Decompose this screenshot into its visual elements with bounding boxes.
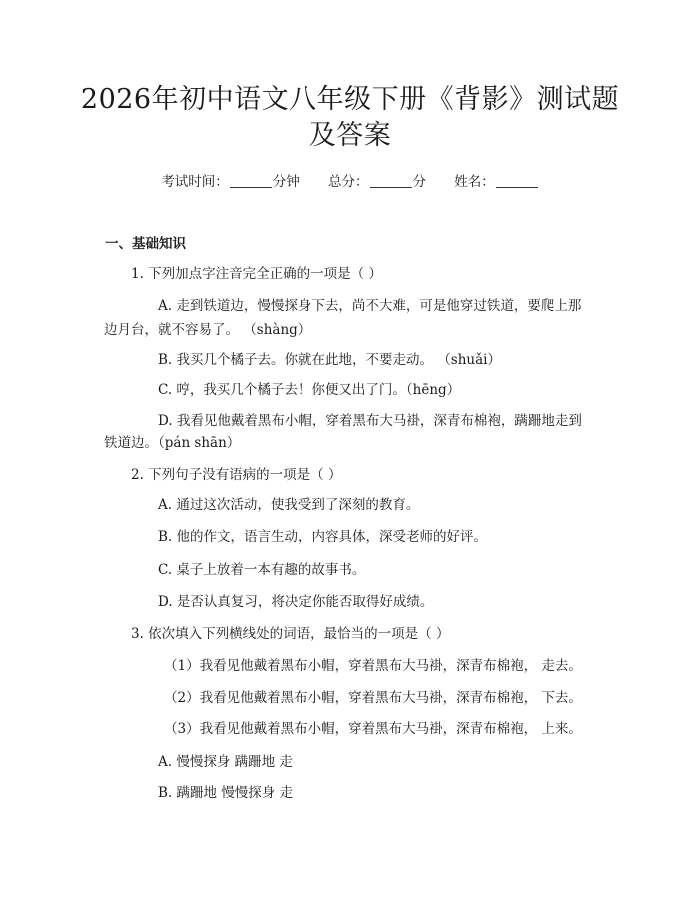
exam-time-unit: 分钟 xyxy=(272,174,300,190)
total-score-unit: 分 xyxy=(412,174,426,190)
exam-meta xyxy=(0,170,700,190)
question-3-option-a: A. 慢慢探身 蹒跚地 走 xyxy=(158,754,293,770)
question-1-option-c: C. 哼，我买几个橘子去！你便又出了门。（hēng） xyxy=(158,382,461,398)
student-name xyxy=(454,170,539,190)
question-1-option-b: B. 我买几个橘子去。你就在此地，不要走动。 （shuǎi） xyxy=(158,352,501,368)
section-heading: 一、基础知识 xyxy=(105,236,186,252)
document-title-line1: 2026年初中语文八年级下册《背影》测试题 xyxy=(80,84,620,115)
exam-time-blank xyxy=(230,173,272,188)
question-3-option-b: B. 蹒跚地 慢慢探身 走 xyxy=(158,785,294,801)
question-3-sentence-2: （2）我看见他戴着黑布小帽，穿着黑布大马褂，深青布棉袍， 下去。 xyxy=(164,690,582,706)
question-3-sentence-1: （1）我看见他戴着黑布小帽，穿着黑布大马褂，深青布棉袍， 走去。 xyxy=(164,658,582,674)
student-name-label: 姓名： xyxy=(454,174,495,190)
total-score-label: 总分： xyxy=(328,174,369,190)
total-score-blank xyxy=(370,173,412,188)
question-2-option-a: A. 通过这次活动，使我受到了深刻的教育。 xyxy=(158,497,420,513)
question-2-option-d: D. 是否认真复习，将决定你能否取得好成绩。 xyxy=(158,594,434,610)
question-1-option-d-line2: 铁道边。（pán shān） xyxy=(104,435,241,451)
question-2-stem: 2. 下列句子没有语病的一项是（ ） xyxy=(131,467,342,483)
exam-time xyxy=(161,170,300,190)
total-score xyxy=(328,170,426,190)
question-3-stem: 3. 依次填入下列横线处的词语，最恰当的一项是（ ） xyxy=(131,626,450,642)
student-name-blank xyxy=(496,173,538,188)
question-2-option-c: C. 桌子上放着一本有趣的故事书。 xyxy=(158,562,366,578)
question-1-stem: 1. 下列加点字注音完全正确的一项是（ ） xyxy=(131,266,382,282)
question-1-option-d-line1: D. 我看见他戴着黑布小帽，穿着黑布大马褂，深青布棉袍，蹒跚地走到 xyxy=(158,413,582,429)
question-1-option-a-line1: A. 走到铁道边，慢慢探身下去，尚不大难，可是他穿过铁道，要爬上那 xyxy=(158,298,582,314)
document-title-line2: 及答案 xyxy=(308,120,392,151)
exam-time-label: 考试时间： xyxy=(161,174,229,190)
question-1-option-a-line2: 边月台，就不容易了。 （shàng） xyxy=(104,322,312,338)
question-3-sentence-3: （3）我看见他戴着黑布小帽，穿着黑布大马褂，深青布棉袍， 上来。 xyxy=(164,721,582,737)
question-2-option-b: B. 他的作文，语言生动，内容具体，深受老师的好评。 xyxy=(158,529,488,545)
